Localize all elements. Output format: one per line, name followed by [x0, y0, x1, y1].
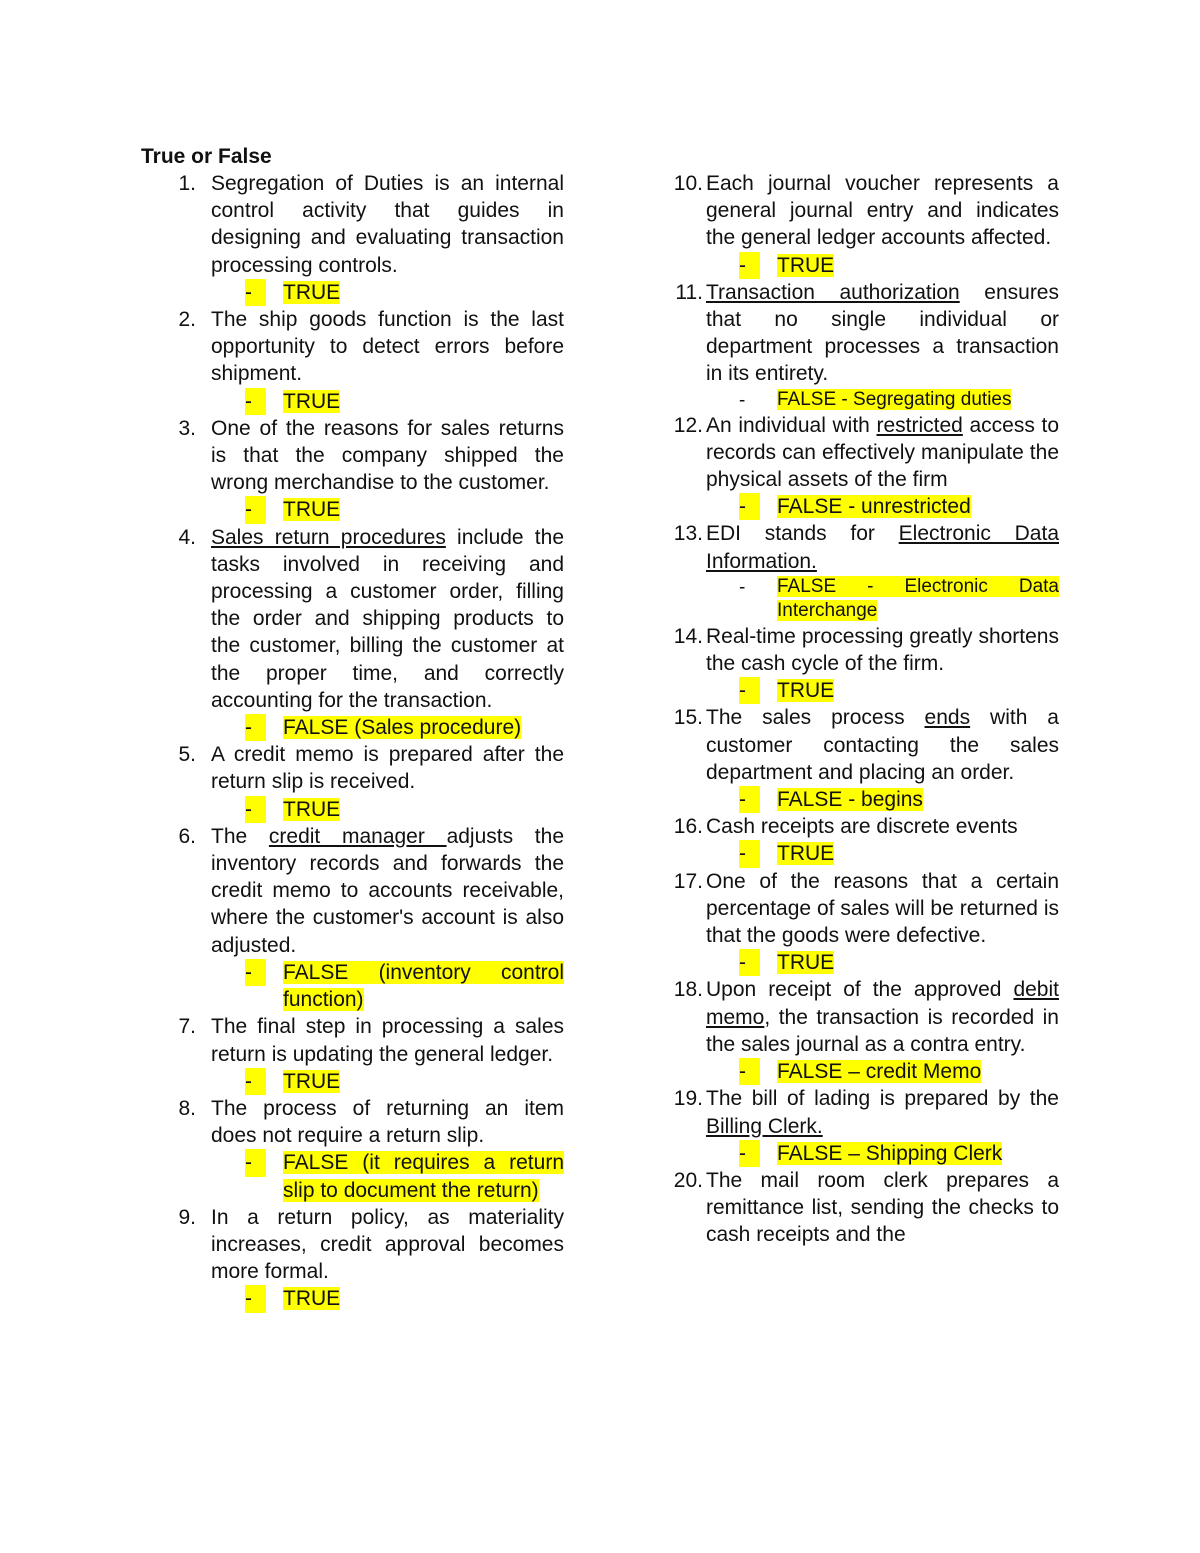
question-statement — [211, 1013, 564, 1067]
question-number: 20. — [673, 1168, 703, 1192]
question-number: 9. — [178, 1205, 196, 1229]
underlined-term: Electronic Data Information. — [706, 522, 1059, 573]
statement-text: The — [211, 824, 269, 848]
highlighted-answer: TRUE — [283, 1287, 341, 1311]
underlined-term: credit manager — [268, 824, 447, 848]
underlined-term: Billing Clerk. — [706, 1114, 823, 1138]
question-item — [141, 170, 564, 306]
statement-text: EDI stands for — [706, 522, 899, 546]
answer-dash: - — [739, 1140, 760, 1167]
answer-dash: - — [245, 796, 266, 823]
question-statement — [706, 520, 1059, 574]
question-item — [640, 623, 1059, 705]
statement-text: access to records can effectively manipulate the physical assets of the firm — [706, 413, 1060, 492]
answer-dash: - — [245, 1285, 266, 1312]
answer-line — [245, 1068, 564, 1095]
statement-text: , the transaction is recorded in the sales journal as a contra entry. — [706, 1005, 1059, 1056]
question-statement — [211, 741, 564, 795]
answer-dash: - — [739, 576, 746, 598]
answer-dash: - — [245, 496, 266, 523]
highlighted-answer: TRUE — [283, 797, 341, 821]
question-number: 5. — [178, 743, 196, 767]
statement-text: include the tasks involved in receiving and processing a customer order, filling the order and shipping products to the customer, billing the customer at the proper time, and correctly accounting for the transaction. — [211, 525, 564, 712]
question-statement — [706, 170, 1059, 252]
question-number: 1. — [178, 172, 196, 195]
question-number: 16. — [673, 815, 703, 839]
statement-text: The mail room clerk prepares a remittance list, sending the checks to cash receipts and the — [706, 1168, 1059, 1247]
highlighted-answer: FALSE (Sales procedure) — [283, 716, 522, 740]
question-item — [141, 1204, 564, 1313]
question-item — [640, 813, 1059, 867]
page-title: True or False — [141, 145, 272, 168]
highlighted-answer: TRUE — [283, 280, 341, 304]
question-number: 12. — [673, 413, 703, 437]
statement-text: Real-time processing greatly shortens the cash cycle of the firm. — [706, 624, 1059, 676]
answer-line — [739, 677, 1059, 704]
statement-text: ensures that no single individual or department processes a transaction in its entirety. — [706, 280, 1059, 386]
statement-text: Cash receipts are discrete events — [706, 815, 1018, 839]
highlighted-answer: TRUE — [777, 253, 835, 277]
statement-text: One of the reasons for sales returns is that the company shipped the wrong merchandise to the customer. — [211, 416, 564, 495]
highlighted-answer: FALSE - begins — [777, 788, 923, 812]
question-item — [141, 415, 564, 524]
question-statement — [211, 306, 564, 388]
answer-dash: - — [739, 949, 760, 976]
answer-dash: - — [739, 786, 760, 813]
answer-line — [739, 786, 1059, 813]
statement-text: The process of returning an item does not require a return slip. — [211, 1096, 564, 1148]
left-column — [141, 170, 564, 1313]
answer-line — [245, 796, 564, 823]
question-statement — [706, 868, 1059, 950]
statement-text: An individual with — [706, 413, 877, 437]
question-statement — [211, 524, 564, 714]
question-item — [141, 1095, 564, 1204]
answer-dash: - — [245, 388, 266, 415]
statement-text: The bill of lading is prepared by the — [706, 1087, 1059, 1111]
question-number: 17. — [673, 869, 703, 893]
question-item — [640, 704, 1059, 813]
statement-text: One of the reasons that a certain percentage of sales will be returned is that the goods were defective. — [706, 869, 1059, 948]
answer-dash: - — [739, 1058, 760, 1085]
highlighted-answer: FALSE - Segregating duties — [777, 388, 1012, 410]
answer-line — [739, 949, 1059, 976]
question-number: 14. — [673, 624, 703, 648]
answer-line — [739, 493, 1059, 520]
answer-line — [739, 1058, 1059, 1085]
answer-line — [739, 252, 1059, 279]
highlighted-answer: TRUE — [777, 679, 835, 703]
question-number: 18. — [673, 978, 703, 1002]
question-statement — [706, 813, 1059, 840]
highlighted-answer: FALSE – credit Memo — [777, 1060, 982, 1084]
answer-line — [245, 496, 564, 523]
answer-dash: - — [739, 677, 760, 704]
question-number: 4. — [178, 525, 196, 549]
answer-line — [245, 714, 564, 741]
underlined-term: Transaction authorization — [706, 280, 960, 304]
question-statement — [706, 1085, 1059, 1139]
question-number: 8. — [178, 1096, 196, 1120]
statement-text: In a return policy, as materiality increases, credit approval becomes more formal. — [211, 1205, 564, 1284]
question-number: 7. — [178, 1015, 196, 1039]
question-statement — [211, 823, 564, 959]
question-item — [640, 1167, 1059, 1249]
highlighted-answer: TRUE — [283, 1069, 341, 1093]
answer-line — [245, 959, 564, 1013]
statement-text: Each journal voucher represents a general journal entry and indicates the general ledger accounts affected. — [706, 172, 1059, 250]
underlined-term: ends — [924, 706, 971, 730]
question-statement — [706, 976, 1059, 1058]
statement-text: A credit memo is prepared after the return slip is received. — [211, 743, 564, 794]
question-item — [640, 412, 1059, 521]
question-number: 10. — [673, 172, 703, 195]
highlighted-answer: FALSE - unrestricted — [777, 495, 971, 519]
highlighted-answer: TRUE — [283, 498, 341, 522]
statement-text: Upon receipt of the approved — [706, 978, 1014, 1002]
answer-dash: - — [739, 389, 746, 411]
statement-text: adjusts the inventory records and forwards the credit memo to accounts receivable, where the customer's account is also adjusted. — [211, 824, 564, 957]
question-item — [141, 823, 564, 1013]
question-number: 11. — [675, 280, 703, 304]
highlighted-answer: FALSE – Shipping Clerk — [777, 1141, 1003, 1165]
statement-text: The final step in processing a sales return is updating the general ledger. — [211, 1015, 564, 1066]
question-statement — [706, 623, 1059, 677]
highlighted-answer: TRUE — [283, 389, 341, 413]
answer-dash: - — [739, 252, 760, 279]
question-number: 3. — [178, 416, 196, 440]
answer-line — [245, 279, 564, 306]
question-statement — [706, 279, 1059, 388]
statement-text: The sales process — [706, 706, 925, 730]
question-item — [640, 520, 1059, 622]
answer-dash: - — [245, 279, 266, 306]
question-number: 6. — [178, 824, 196, 848]
highlighted-answer: TRUE — [777, 842, 835, 866]
question-item — [141, 524, 564, 742]
question-item — [640, 1085, 1059, 1167]
underlined-term: restricted — [876, 413, 963, 437]
question-item — [640, 170, 1059, 279]
answer-line — [245, 388, 564, 415]
question-statement — [211, 415, 564, 497]
answer-line — [739, 388, 1059, 412]
answer-line — [739, 840, 1059, 867]
underlined-term: debit memo — [706, 978, 1059, 1029]
question-number: 15. — [673, 706, 703, 730]
underlined-term: Sales return procedures — [211, 525, 446, 549]
statement-text: Segregation of Duties is an internal control activity that guides in designing and evaluating transaction processing controls. — [211, 172, 564, 277]
answer-line — [739, 1140, 1059, 1167]
highlighted-answer: TRUE — [777, 951, 835, 975]
question-item — [141, 306, 564, 415]
highlighted-answer: FALSE (inventory control function) — [283, 960, 564, 1012]
statement-text: The ship goods function is the last opportunity to detect errors before shipment. — [211, 308, 564, 386]
highlighted-answer: FALSE (it requires a return slip to document the return) — [283, 1151, 564, 1202]
question-number: 13. — [673, 522, 703, 546]
answer-dash: - — [245, 714, 266, 741]
question-item — [640, 868, 1059, 977]
question-item — [141, 1013, 564, 1095]
question-item — [640, 976, 1059, 1085]
question-item — [640, 279, 1059, 412]
question-number: 19. — [673, 1087, 703, 1111]
question-statement — [211, 1095, 564, 1149]
question-statement — [211, 170, 564, 279]
question-item — [141, 741, 564, 823]
answer-dash: - — [245, 1149, 266, 1176]
highlighted-answer: FALSE - Electronic Data Interchange — [777, 575, 1059, 621]
answer-line — [739, 575, 1059, 623]
right-column — [640, 170, 1059, 1249]
answer-dash: - — [739, 493, 760, 520]
answer-dash: - — [245, 959, 266, 986]
statement-text: with a customer contacting the sales department and placing an order. — [706, 706, 1059, 784]
answer-dash: - — [739, 840, 760, 867]
question-statement — [706, 704, 1059, 786]
answer-dash: - — [245, 1068, 266, 1095]
question-number: 2. — [178, 308, 196, 332]
question-statement — [706, 1167, 1059, 1249]
question-statement — [706, 412, 1059, 494]
answer-line — [245, 1149, 564, 1203]
answer-line — [245, 1285, 564, 1312]
question-statement — [211, 1204, 564, 1286]
